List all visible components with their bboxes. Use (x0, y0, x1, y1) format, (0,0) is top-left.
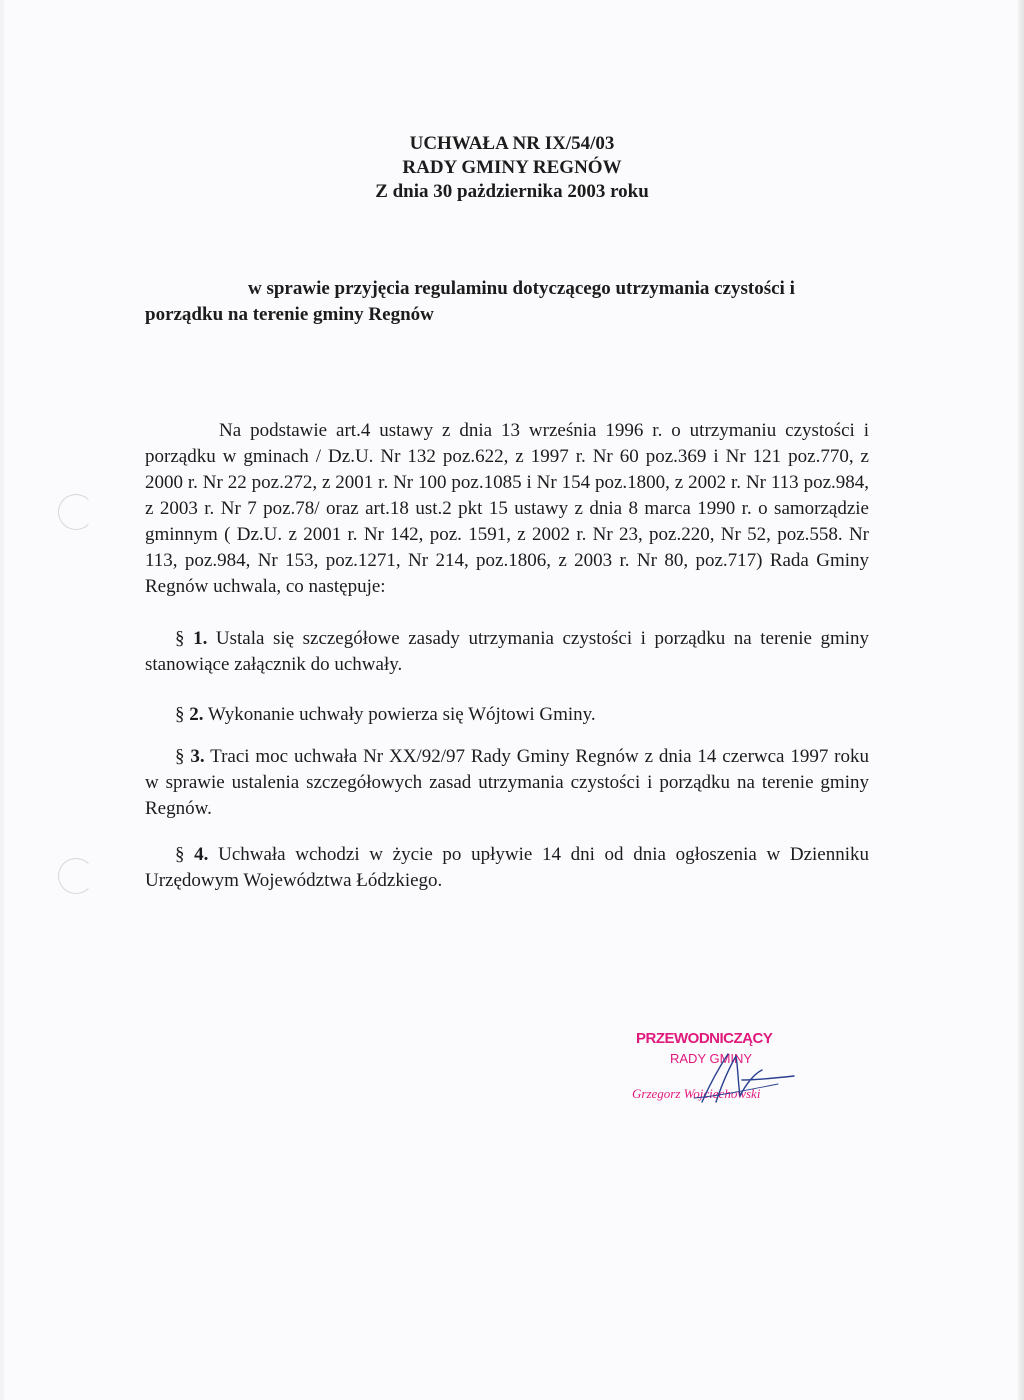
legal-basis: Na podstawie art.4 ustawy z dnia 13 września 1996 r. o utrzymaniu czystości i porządku w gminach / Dz.U. Nr 132 poz.622, z 1997 r. Nr 60 poz.369 i Nr 121 poz.770, z 2000 r. Nr 22 poz.272, z 2001 r. Nr 100 poz.1085 i Nr 154 poz.1800, z 2002 r. Nr 113 poz.984, z 2003 r. Nr 7 poz.78/ oraz art.18 ust.2 pkt 15 ustawy z dnia 8 marca 1990 r. o samorządzie gminnym ( Dz.U. z 2001 r. Nr 142, poz. 1591, z 2002 r. Nr 23, poz.220, Nr 52, poz.558. Nr 113, poz.984, Nr 153, poz.1271, Nr 214, poz.1806, z 2003 r. Nr 80, poz.717) Rada Gminy Regnów uchwala, co następuje: (145, 420, 869, 597)
section-symbol: § (175, 704, 185, 725)
paragraph-3 (145, 744, 869, 822)
paragraph-text: Traci moc uchwała Nr XX/92/97 Rady Gminy Regnów z dnia 14 czerwca 1997 roku w sprawie ustalenia szczegółowych zasad utrzymania czystości i porządku na terenie gminy Regnów. (145, 746, 870, 819)
punch-hole-top (58, 494, 94, 530)
paragraph-text: Uchwała wchodzi w życie po upływie 14 dni od dnia ogłoszenia w Dzienniku Urzędowym Województwa Łódzkiego. (145, 844, 870, 891)
resolution-date: Z dnia 30 pażdziernika 2003 roku (375, 181, 649, 202)
section-symbol: § (175, 746, 185, 767)
subject-line-2: porządku na terenie gminy Regnów (145, 304, 434, 325)
paragraph-2 (145, 702, 869, 728)
punch-hole-bottom (58, 858, 94, 894)
paragraph-number: 1. (193, 628, 208, 649)
paragraph-text: Ustala się szczegółowe zasady utrzymania czystości i porządku na terenie gminy stanowiące załącznik do uchwały. (145, 628, 870, 675)
paragraph-number: 3. (190, 746, 205, 767)
section-symbol: § (175, 844, 185, 865)
paragraph-number: 2. (189, 704, 204, 725)
paragraph-text: Wykonanie uchwały powierza się Wójtowi Gminy. (207, 704, 596, 725)
paragraph-number: 4. (194, 844, 209, 865)
handwritten-signature (658, 1040, 808, 1110)
resolution-subject (145, 276, 865, 328)
section-symbol: § (175, 628, 185, 649)
stamp-title: PRZEWODNICZĄCY (636, 1030, 773, 1047)
resolution-number: UCHWAŁA NR IX/54/03 (409, 133, 615, 154)
council-name: RADY GMINY REGNÓW (402, 157, 622, 178)
scan-edge-left (0, 0, 4, 1400)
subject-line-1: w sprawie przyjęcia regulaminu dotyczącego utrzymania czystości i (248, 278, 795, 299)
signature-block (618, 1030, 808, 1110)
scan-edge-right (1018, 0, 1024, 1400)
paragraph-1 (145, 626, 869, 678)
stamp-org: RADY GMINY (670, 1051, 753, 1066)
stamp-name: Grzegorz Wojciechowski (632, 1086, 761, 1101)
paragraph-4 (145, 842, 869, 894)
